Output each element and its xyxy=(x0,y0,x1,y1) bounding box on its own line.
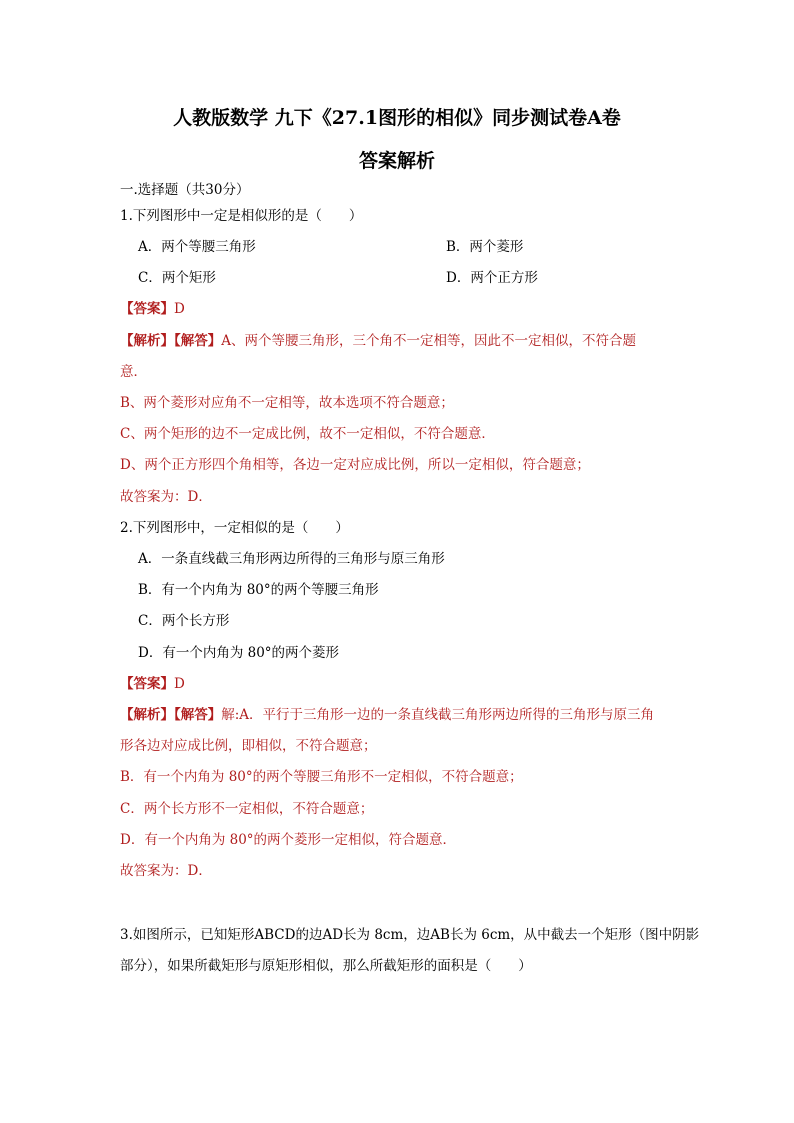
q2-answer-value: D xyxy=(174,676,185,692)
q2-answer xyxy=(120,675,185,693)
q2-stem: 2.下列图形中，一定相似的是（ ） xyxy=(120,520,349,536)
q1-analysis-text: A、两个等腰三角形，三个角不一定相等，因此不一定相似，不符合题 xyxy=(221,333,636,349)
q1-option-a: A．两个等腰三角形 xyxy=(138,239,256,255)
q1-answer xyxy=(120,300,185,318)
q1-analysis-line-4: C、两个矩形的边不一定成比例，故不一定相似，不符合题意． xyxy=(120,426,495,442)
q2-analysis-text: 解:A．平行于三角形一边的一条直线截三角形两边所得的三角形与原三角 xyxy=(221,707,655,723)
q2-option-a: A．一条直线截三角形两边所得的三角形与原三角形 xyxy=(138,551,445,567)
q1-conclusion: 故答案为：D． xyxy=(120,489,212,505)
q2-analysis-line-5: D．有一个内角为 80°的两个菱形一定相似，符合题意． xyxy=(120,832,457,848)
q1-option-c: C．两个矩形 xyxy=(138,270,216,286)
q1-analysis-line-3: B、两个菱形对应角不一定相等，故本选项不符合题意； xyxy=(120,395,454,411)
q3-stem-line-1: 3.如图所示，已知矩形ABCD的边AD长为 8cm，边AB长为 6cm，从中截去一个矩形（图中阴影 xyxy=(120,927,700,943)
q1-option-d: D．两个正方形 xyxy=(446,270,538,286)
q1-answer-value: D xyxy=(174,301,185,317)
q2-option-d: D．有一个内角为 80°的两个菱形 xyxy=(138,645,340,661)
q1-stem: 1.下列图形中一定是相似形的是（ ） xyxy=(120,208,363,224)
q2-analysis-line-1 xyxy=(120,706,654,724)
q1-option-b: B．两个菱形 xyxy=(446,239,524,255)
q2-analysis-tag: 【解析】【解答】 xyxy=(120,707,222,723)
section-heading: 一.选择题（共30分） xyxy=(120,182,250,198)
document-subtitle: 答案解析 xyxy=(358,150,435,172)
q2-option-c: C．两个长方形 xyxy=(138,613,230,629)
q1-analysis-tag: 【解析】【解答】 xyxy=(120,333,222,349)
q2-answer-tag: 【答案】 xyxy=(120,676,174,692)
q2-option-b: B．有一个内角为 80°的两个等腰三角形 xyxy=(138,582,379,598)
q2-analysis-line-4: C．两个长方形不一定相似，不符合题意； xyxy=(120,801,374,817)
q2-analysis-line-3: B．有一个内角为 80°的两个等腰三角形不一定相似，不符合题意； xyxy=(120,769,523,785)
q1-answer-tag: 【答案】 xyxy=(120,301,174,317)
q3-stem-line-2: 部分），如果所截矩形与原矩形相似，那么所截矩形的面积是（ ） xyxy=(120,958,532,974)
q1-analysis-line-1 xyxy=(120,332,636,350)
q1-analysis-line-5: D、两个正方形四个角相等，各边一定对应成比例，所以一定相似，符合题意； xyxy=(120,457,590,473)
q2-conclusion: 故答案为：D． xyxy=(120,863,212,879)
document-title: 人教版数学 九下《27.1图形的相似》同步测试卷A卷 xyxy=(173,107,621,129)
q1-analysis-line-2: 意． xyxy=(120,364,147,380)
q2-analysis-line-2: 形各边对应成比例，即相似，不符合题意； xyxy=(120,738,377,754)
